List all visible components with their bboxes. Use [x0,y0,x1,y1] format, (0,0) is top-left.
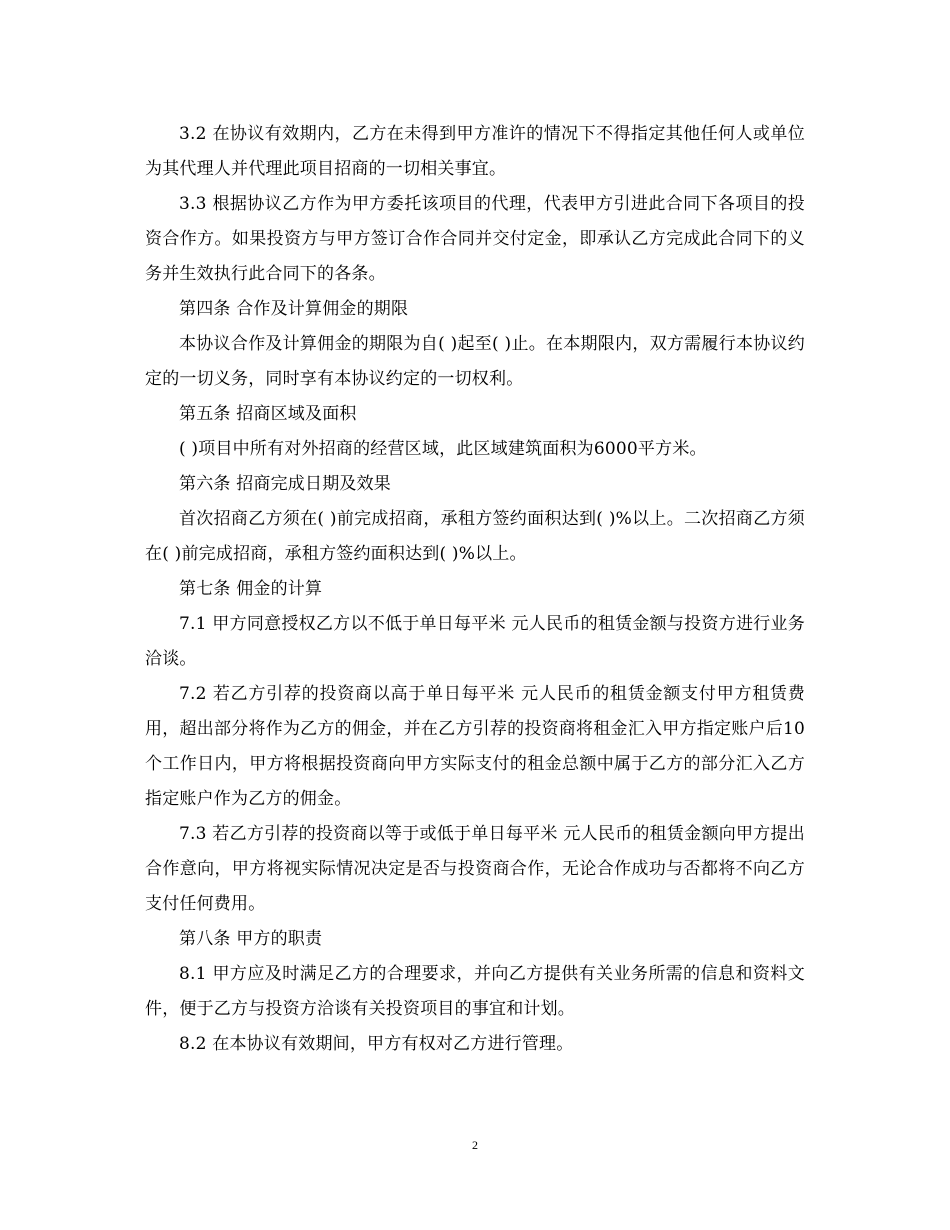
clause-7-1: 7.1 甲方同意授权乙方以不低于单日每平米 元人民币的租赁金额与投资方进行业务洽谈。 [145,614,805,669]
page-number: 2 [472,1138,478,1152]
article-5-text: ( )项目中所有对外招商的经营区域，此区域建筑面积为6000平方米。 [179,439,707,459]
article-7-heading: 第七条 佣金的计算 [179,579,323,599]
article-4-heading: 第四条 合作及计算佣金的期限 [179,299,409,319]
article-6-text: 首次招商乙方须在( )前完成招商，承租方签约面积达到( )%以上。二次招商乙方须在( )前完成招商，承租方签约面积达到( )%以上。 [145,509,805,564]
clause-7-3: 7.3 若乙方引荐的投资商以等于或低于单日每平米 元人民币的租赁金额向甲方提出合作意向，甲方将视实际情况决定是否与投资商合作，无论合作成功与否都将不向乙方支付任何费用。 [145,824,805,914]
article-8-heading: 第八条 甲方的职责 [179,929,323,949]
clause-7-2: 7.2 若乙方引荐的投资商以高于单日每平米 元人民币的租赁金额支付甲方租赁费用，超出部分将作为乙方的佣金，并在乙方引荐的投资商将租金汇入甲方指定账户后10个工作日内，甲方将根据投资商向甲方实际支付的租金总额中属于乙方的部分汇入乙方指定账户作为乙方的佣金。 [145,684,805,809]
article-6-heading: 第六条 招商完成日期及效果 [179,474,392,494]
clause-8-2: 8.2 在本协议有效期间，甲方有权对乙方进行管理。 [179,1034,574,1054]
article-4-text: 本协议合作及计算佣金的期限为自( )起至( )止。在本期限内，双方需履行本协议约定的一切义务，同时享有本协议约定的一切权利。 [145,334,805,389]
clause-3-3: 3.3 根据协议乙方作为甲方委托该项目的代理，代表甲方引进此合同下各项目的投资合作方。如果投资方与甲方签订合作合同并交付定金，即承认乙方完成此合同下的义务并生效执行此合同下的各条。 [145,194,805,284]
clause-8-1: 8.1 甲方应及时满足乙方的合理要求，并向乙方提供有关业务所需的信息和资料文件，便于乙方与投资方洽谈有关投资项目的事宜和计划。 [145,964,805,1019]
document-body [145,117,805,1062]
clause-3-2: 3.2 在协议有效期内，乙方在未得到甲方准许的情况下不得指定其他任何人或单位为其代理人并代理此项目招商的一切相关事宜。 [145,124,805,179]
article-5-heading: 第五条 招商区域及面积 [179,404,357,424]
